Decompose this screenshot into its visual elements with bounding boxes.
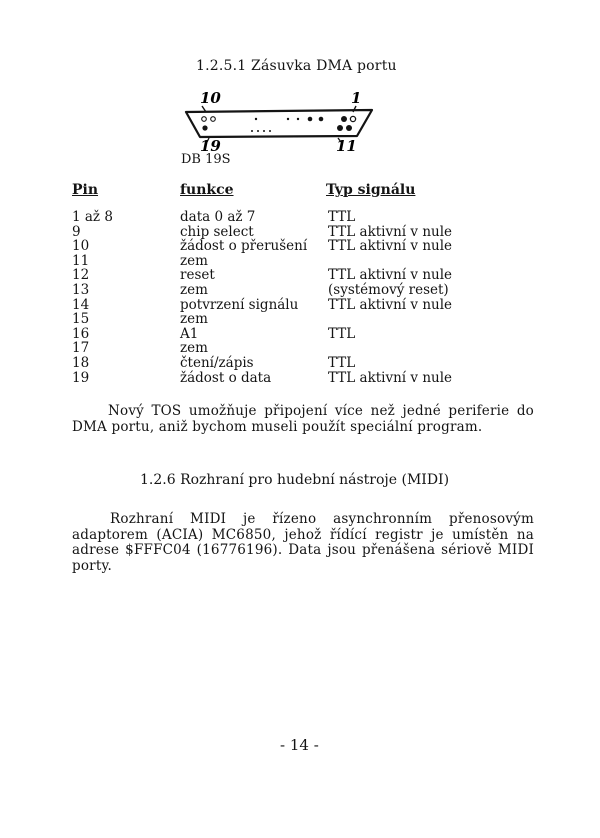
- pin-number: 13: [72, 281, 90, 298]
- signal-type: TTL aktivní v nule: [328, 267, 453, 284]
- signal-type: TTL aktivní v nule: [328, 238, 453, 255]
- db19-connector-diagram: [178, 86, 378, 152]
- header-signal-type: Typ signálu: [326, 182, 416, 198]
- pin-number: 18: [72, 354, 90, 371]
- pin-function: potvrzení signálu: [180, 296, 299, 313]
- page-number: - 14 -: [280, 736, 319, 754]
- pin-number: 10: [72, 238, 90, 255]
- signal-type: TTL: [328, 325, 356, 342]
- pin-label-19: 19: [200, 137, 221, 152]
- paragraph-tos: Nový TOS umožňuje připojení více než jedné periferie do DMA portu, aniž bychom museli použít speciální program.: [72, 403, 534, 435]
- signal-type: TTL: [328, 354, 356, 371]
- pin-number: 16: [72, 325, 90, 342]
- pin-number: 14: [72, 296, 90, 313]
- section-heading-midi: 1.2.6 Rozhraní pro hudební nástroje (MIDI): [140, 472, 450, 488]
- pin-label-1: 1: [351, 89, 362, 107]
- signal-type: [328, 254, 512, 269]
- pin-function: žádost o přerušení: [180, 238, 308, 255]
- connector-pins: [202, 116, 356, 132]
- pin-function: reset: [180, 267, 215, 284]
- table-row: [72, 210, 512, 225]
- connector-name: DB 19S: [181, 152, 231, 167]
- pin-number: 12: [72, 267, 90, 284]
- signal-type: TTL aktivní v nule: [328, 223, 453, 240]
- signal-type: TTL aktivní v nule: [328, 369, 453, 386]
- table-row: [72, 371, 512, 386]
- pin-function: zem: [180, 340, 208, 357]
- pin-function: zem: [180, 311, 208, 328]
- pin-label-10: 10: [200, 89, 221, 107]
- table-row: [72, 239, 512, 254]
- paragraph-midi: Rozhraní MIDI je řízeno asynchronním přenosovým adaptorem (ACIA) MC6850, jehož řídící registr je umístěn na adrese $FFFC04 (16776196). Data jsou přenášena sériově MIDI porty.: [72, 511, 534, 574]
- pin-number: 19: [72, 369, 90, 386]
- pin-number: 1 až 8: [72, 209, 113, 225]
- signal-type: (systémový reset): [328, 281, 449, 298]
- pin-function: data 0 až 7: [180, 209, 256, 225]
- pin-label-11: 11: [336, 137, 357, 152]
- pin-function: žádost o data: [180, 369, 272, 386]
- table-row: [72, 298, 512, 313]
- pin-function: zem: [180, 281, 208, 298]
- signal-type: [328, 341, 512, 356]
- pin-function: chip select: [180, 223, 254, 240]
- table-row: [72, 268, 512, 283]
- pin-function: zem: [180, 252, 208, 269]
- pin-number: 15: [72, 311, 90, 328]
- pin-function: čtení/zápis: [180, 354, 254, 371]
- table-row: [72, 283, 512, 298]
- pin-number: 11: [72, 252, 90, 269]
- header-function: funkce: [180, 182, 234, 198]
- signal-type: TTL: [328, 209, 356, 225]
- pin-function: A1: [180, 325, 199, 342]
- table-row: [72, 225, 512, 240]
- table-row: [72, 312, 512, 327]
- pin-table: [72, 210, 512, 385]
- pin-number: 9: [72, 223, 81, 240]
- section-heading-dma-port: 1.2.5.1 Zásuvka DMA portu: [196, 58, 397, 74]
- table-row: [72, 341, 512, 356]
- header-pin: Pin: [72, 182, 99, 198]
- pin-number: 17: [72, 340, 90, 357]
- table-row: [72, 327, 512, 342]
- connector-shell: [186, 110, 372, 137]
- table-row: [72, 254, 512, 269]
- table-row: [72, 356, 512, 371]
- signal-type: [328, 312, 512, 327]
- signal-type: TTL aktivní v nule: [328, 296, 453, 313]
